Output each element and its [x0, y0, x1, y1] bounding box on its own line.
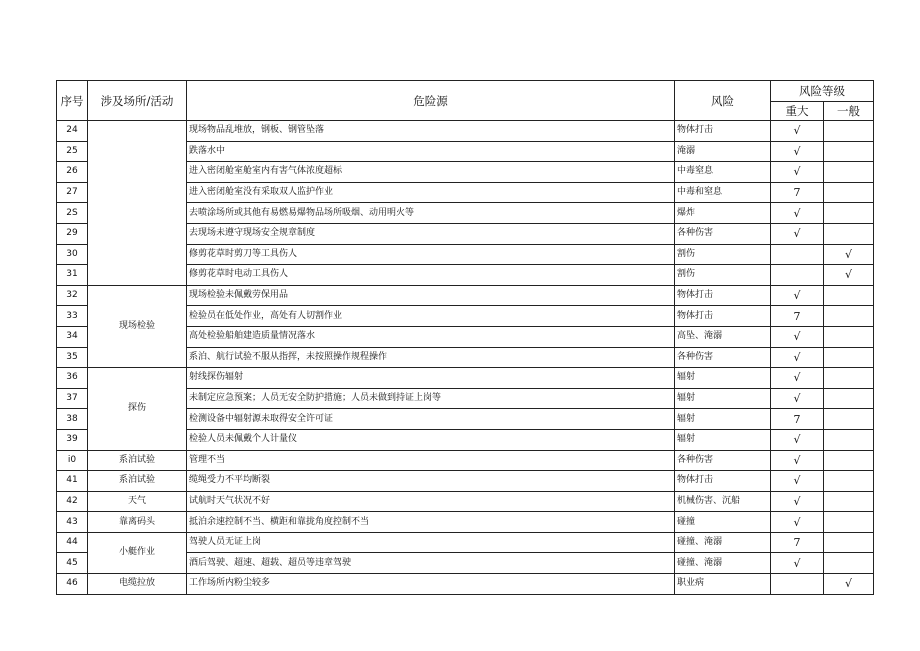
general-level-cell: [824, 162, 874, 183]
hazard-cell: 现场物品乱堆放，钢板、钢管坠落: [187, 121, 675, 142]
hazard-cell: 去现场未遵守现场安全规章制度: [187, 223, 675, 244]
row-number: 44: [57, 532, 88, 553]
hazard-cell: 去喷涂场所或其他有易燃易爆物品场所吸烟、动用明火等: [187, 203, 675, 224]
row-number: 2S: [57, 203, 88, 224]
major-level-cell: √: [771, 471, 824, 492]
major-level-cell: √: [771, 553, 824, 574]
risk-cell: 碰撞、淹溺: [675, 532, 771, 553]
area-cell: 系泊试验: [88, 450, 187, 471]
row-number: 37: [57, 388, 88, 409]
hazard-cell: 现场检验未佩戴劳保用品: [187, 285, 675, 306]
general-level-cell: [824, 182, 874, 203]
major-level-cell: √: [771, 512, 824, 533]
major-level-cell: √: [771, 491, 824, 512]
area-cell: 电缆拉放: [88, 574, 187, 595]
risk-cell: 辐射: [675, 368, 771, 389]
area-cell: 靠离码头: [88, 512, 187, 533]
major-level-cell: [771, 244, 824, 265]
header-area: 涉及场所/活动: [88, 81, 187, 121]
row-number: 34: [57, 326, 88, 347]
risk-cell: 淹溺: [675, 141, 771, 162]
row-number: 29: [57, 223, 88, 244]
row-number: 39: [57, 429, 88, 450]
header-risk-level: 风险等级: [771, 81, 874, 102]
area-cell: 探伤: [88, 368, 187, 450]
risk-cell: 辐射: [675, 409, 771, 430]
general-level-cell: [824, 388, 874, 409]
table-row: [57, 121, 874, 142]
row-number: 30: [57, 244, 88, 265]
general-level-cell: [824, 347, 874, 368]
major-level-cell: √: [771, 223, 824, 244]
row-number: 31: [57, 265, 88, 286]
risk-cell: 割伤: [675, 244, 771, 265]
hazard-cell: 进入密闭舱室舱室内有害气体浓度超标: [187, 162, 675, 183]
hazard-cell: 进入密闭舱室没有采取双人监护作业: [187, 182, 675, 203]
risk-cell: 辐射: [675, 388, 771, 409]
row-number: 36: [57, 368, 88, 389]
table-row: [57, 450, 874, 471]
table-row: [57, 368, 874, 389]
general-level-cell: [824, 450, 874, 471]
major-level-cell: √: [771, 326, 824, 347]
risk-cell: 物体打击: [675, 306, 771, 327]
hazard-cell: 修剪花草时剪刀等工具伤人: [187, 244, 675, 265]
area-cell: 现场检验: [88, 285, 187, 367]
major-level-cell: 7: [771, 532, 824, 553]
table-row: [57, 574, 874, 595]
hazard-cell: 检验人员未佩戴个人计量仪: [187, 429, 675, 450]
risk-cell: 职业病: [675, 574, 771, 595]
general-level-cell: [824, 409, 874, 430]
table-row: [57, 471, 874, 492]
major-level-cell: √: [771, 450, 824, 471]
area-cell: 天气: [88, 491, 187, 512]
hazard-cell: 酒后驾驶、超速、超载、超员等违章驾驶: [187, 553, 675, 574]
row-number: 32: [57, 285, 88, 306]
row-number: 24: [57, 121, 88, 142]
major-level-cell: √: [771, 285, 824, 306]
table-row: [57, 491, 874, 512]
hazard-cell: 未制定应急预案；人员无安全防护措施；人员未做到持证上岗等: [187, 388, 675, 409]
row-number: 42: [57, 491, 88, 512]
area-cell: 小艇作业: [88, 532, 187, 573]
row-number: 27: [57, 182, 88, 203]
hazard-cell: 检测设备中辐射源未取得安全许可证: [187, 409, 675, 430]
table-row: [57, 285, 874, 306]
hazard-cell: 工作场所内粉尘较多: [187, 574, 675, 595]
area-cell: 系泊试验: [88, 471, 187, 492]
row-number: 33: [57, 306, 88, 327]
general-level-cell: [824, 141, 874, 162]
area-cell: [88, 121, 187, 286]
risk-cell: 各种伤害: [675, 347, 771, 368]
major-level-cell: √: [771, 368, 824, 389]
general-level-cell: [824, 491, 874, 512]
row-number: 26: [57, 162, 88, 183]
general-level-cell: √: [824, 265, 874, 286]
general-level-cell: √: [824, 574, 874, 595]
hazard-cell: 抵泊余速控制不当、横距和靠拢角度控制不当: [187, 512, 675, 533]
risk-cell: 物体打击: [675, 471, 771, 492]
row-number: 41: [57, 471, 88, 492]
row-number: 38: [57, 409, 88, 430]
general-level-cell: [824, 532, 874, 553]
major-level-cell: √: [771, 121, 824, 142]
major-level-cell: √: [771, 141, 824, 162]
hazard-cell: 射线探伤辐射: [187, 368, 675, 389]
table-row: [57, 532, 874, 553]
hazard-cell: 试航时天气状况不好: [187, 491, 675, 512]
hazard-cell: 管理不当: [187, 450, 675, 471]
risk-cell: 各种伤害: [675, 223, 771, 244]
risk-cell: 割伤: [675, 265, 771, 286]
header-index: 序号: [57, 81, 88, 121]
row-number: i0: [57, 450, 88, 471]
risk-cell: 辐射: [675, 429, 771, 450]
risk-cell: 中毒和窒息: [675, 182, 771, 203]
general-level-cell: [824, 306, 874, 327]
hazard-cell: 系泊、航行试验不服从指挥，未按照操作规程操作: [187, 347, 675, 368]
risk-cell: 物体打击: [675, 285, 771, 306]
row-number: 43: [57, 512, 88, 533]
general-level-cell: [824, 368, 874, 389]
risk-cell: 中毒窒息: [675, 162, 771, 183]
general-level-cell: [824, 285, 874, 306]
general-level-cell: √: [824, 244, 874, 265]
risk-cell: 爆炸: [675, 203, 771, 224]
row-number: 46: [57, 574, 88, 595]
header-risk: 风险: [675, 81, 771, 121]
general-level-cell: [824, 512, 874, 533]
general-level-cell: [824, 429, 874, 450]
major-level-cell: √: [771, 203, 824, 224]
general-level-cell: [824, 326, 874, 347]
major-level-cell: √: [771, 347, 824, 368]
major-level-cell: [771, 265, 824, 286]
risk-cell: 各种伤害: [675, 450, 771, 471]
row-number: 35: [57, 347, 88, 368]
general-level-cell: [824, 121, 874, 142]
row-number: 25: [57, 141, 88, 162]
general-level-cell: [824, 553, 874, 574]
risk-table-body: [57, 121, 874, 595]
major-level-cell: 7: [771, 409, 824, 430]
risk-cell: 机械伤害、沉船: [675, 491, 771, 512]
major-level-cell: [771, 574, 824, 595]
header-major: 重大: [771, 102, 824, 121]
risk-table: [56, 80, 874, 595]
hazard-cell: 高处检验船舶建造质量情况落水: [187, 326, 675, 347]
risk-cell: 高坠、淹溺: [675, 326, 771, 347]
risk-cell: 碰撞: [675, 512, 771, 533]
risk-cell: 碰撞、淹溺: [675, 553, 771, 574]
general-level-cell: [824, 203, 874, 224]
risk-cell: 物体打击: [675, 121, 771, 142]
table-row: [57, 512, 874, 533]
general-level-cell: [824, 471, 874, 492]
hazard-cell: 驾驶人员无证上岗: [187, 532, 675, 553]
major-level-cell: √: [771, 429, 824, 450]
major-level-cell: √: [771, 162, 824, 183]
header-hazard: 危险源: [187, 81, 675, 121]
hazard-cell: 跌落水中: [187, 141, 675, 162]
row-number: 45: [57, 553, 88, 574]
hazard-cell: 检验员在低处作业，高处有人切割作业: [187, 306, 675, 327]
header-general: 一般: [824, 102, 874, 121]
general-level-cell: [824, 223, 874, 244]
major-level-cell: 7: [771, 182, 824, 203]
hazard-cell: 修剪花草时电动工具伤人: [187, 265, 675, 286]
major-level-cell: √: [771, 388, 824, 409]
hazard-cell: 缆绳受力不平均断裂: [187, 471, 675, 492]
major-level-cell: 7: [771, 306, 824, 327]
